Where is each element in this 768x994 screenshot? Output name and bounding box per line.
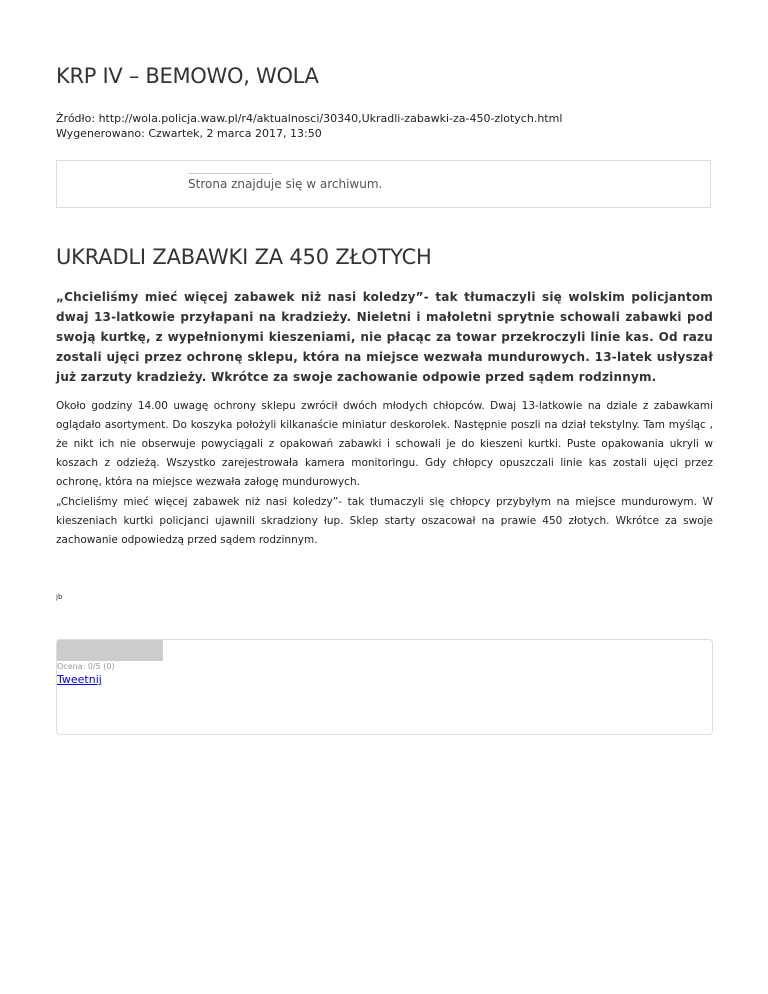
- article-title: UKRADLI ZABAWKI ZA 450 ZŁOTYCH: [56, 245, 432, 269]
- meta-info: [56, 111, 562, 141]
- site-title: KRP IV – BEMOWO, WOLA: [56, 64, 319, 88]
- generated-line: Wygenerowano: Czwartek, 2 marca 2017, 13:50: [56, 127, 322, 140]
- article-paragraph: „Chcieliśmy mieć więcej zabawek niż nasi koledzy”- tak tłumaczyli się chłopcy przybyłym na miejsce mundurowym. W kieszeniach kurtki policjanci ujawnili skradziony łup. Sklep starty oszacował na prawie 450 złotych. Wkrótce za swoje zachowanie odpowiedzą przed sądem rodzinnym.: [56, 496, 713, 546]
- tweet-link[interactable]: Tweetnij: [57, 673, 102, 686]
- article-author: jb: [56, 593, 63, 601]
- rating-text: Ocena: 0/5 (0): [57, 662, 115, 671]
- rating-stars-widget[interactable]: [57, 640, 163, 661]
- article-paragraph: Około godziny 14.00 uwagę ochrony sklepu zwrócił dwóch młodych chłopców. Dwaj 13-latkowie na dziale z zabawkami oglądało asortyment. Do koszyka położyli kilkanaście miniatur deskorolek. Następnie poszli na dział tekstylny. Tam myśląc , że nikt ich nie obserwuje powyciągali z opakowań zabawki i schowali je do kieszeni kurtki. Puste opakowania ukryli w koszach z odzieżą. Wszystko zarejestrowała kamera monitoringu. Gdy chłopcy opuszczali linie kas zostali ujęci przez ochronę, która na miejsce wezwała załogę mundurowych.: [56, 400, 713, 488]
- source-line: Źródło: http://wola.policja.waw.pl/r4/aktualnosci/30340,Ukradli-zabawki-za-450-zlotych.html: [56, 112, 563, 125]
- rating-box: [56, 639, 713, 735]
- archive-divider: [188, 173, 272, 174]
- archive-notice: Strona znajduje się w archiwum.: [188, 177, 383, 191]
- archive-notice-box: [56, 160, 711, 208]
- article-lead: „Chcieliśmy mieć więcej zabawek niż nasi koledzy”- tak tłumaczyli się wolskim policjantom dwaj 13-latkowie przyłapani na kradzieży. Nieletni i małoletni sprytnie schowali zabawki pod swoją kurtkę, z wypełnionymi kieszeniami, nie płacąc za towar przekroczyli linie kas. Od razu zostali ujęci przez ochronę sklepu, która na miejsce wezwała mundurowych. 13-latek usłyszał już zarzuty kradzieży. Wkrótce za swoje zachowanie odpowie przed sądem rodzinnym.: [56, 290, 713, 384]
